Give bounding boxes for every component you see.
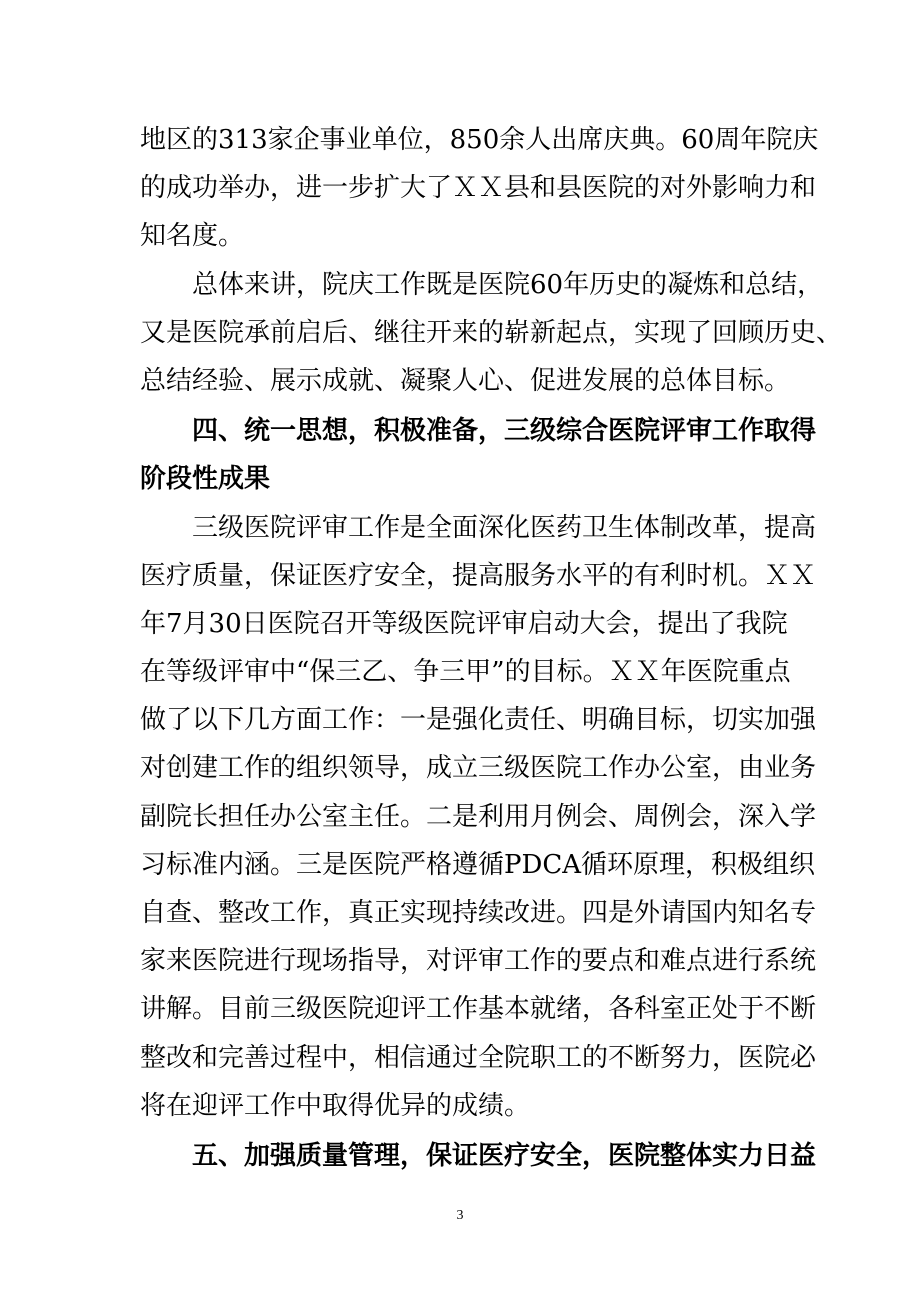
body-line: 的成功举办，进一步扩大了ＸＸ县和县医院的对外影响力和: [140, 173, 817, 204]
body-line: 讲解。目前三级医院迎评工作基本就绪，各科室正处于不断: [140, 994, 817, 1025]
body-line: 整改和完善过程中，相信通过全院职工的不断努力，医院必: [140, 1042, 817, 1073]
section-heading: 阶段性成果: [140, 464, 271, 495]
body-line: 总体来讲，院庆工作既是医院60年历史的凝炼和总结，: [192, 269, 824, 300]
body-line: 家来医院进行现场指导，对评审工作的要点和难点进行系统: [140, 946, 817, 977]
body-line: 三级医院评审工作是全面深化医药卫生体制改革，提高: [192, 512, 817, 543]
body-line: 知名度。: [140, 221, 245, 252]
body-line: 又是医院承前启后、继往开来的崭新起点，实现了回顾历史、: [140, 317, 843, 348]
body-line: 习标准内涵。三是医院严格遵循PDCA循环原理，积极组织: [140, 849, 816, 880]
page-number: 3: [456, 1208, 464, 1223]
body-line: 地区的313家企事业单位，850余人出席庆典。60周年院庆: [140, 125, 819, 155]
section-heading: 五、加强质量管理，保证医疗安全，医院整体实力日益: [192, 1140, 817, 1171]
body-line: 副院长担任办公室主任。二是利用月例会、周例会，深入学: [140, 801, 817, 832]
body-line: 对创建工作的组织领导，成立三级医院工作办公室，由业务: [140, 753, 817, 784]
section-heading: 四、统一思想，积极准备，三级综合医院评审工作取得: [192, 416, 817, 447]
body-line: 在等级评审中“保三乙、争三甲”的目标。ＸＸ年医院重点: [140, 657, 791, 688]
body-line: 自查、整改工作，真正实现持续改进。四是外请国内知名专: [140, 898, 817, 928]
document-body: [140, 116, 843, 1180]
body-line: 做了以下几方面工作：一是强化责任、明确目标，切实加强: [140, 705, 817, 736]
body-line: 将在迎评工作中取得优异的成绩。: [140, 1090, 531, 1121]
body-line: 年7月30日医院召开等级医院评审启动大会，提出了我院: [140, 608, 788, 639]
body-line: 总结经验、展示成就、凝聚人心、促进发展的总体目标。: [140, 365, 791, 396]
body-line: 医疗质量，保证医疗安全，提高服务水平的有利时机。ＸＸ: [140, 560, 817, 591]
